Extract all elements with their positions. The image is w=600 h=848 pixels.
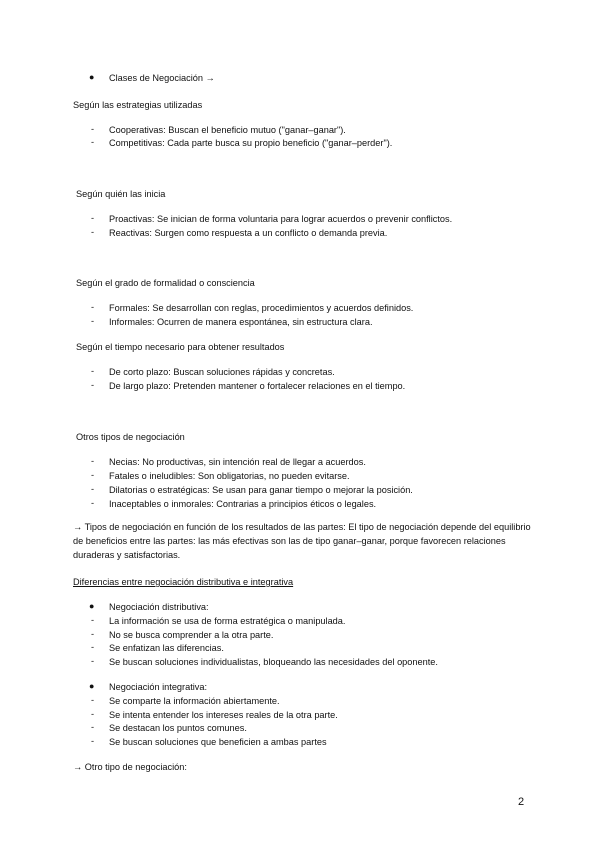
list-item: No se busca comprender a la otra parte.: [109, 630, 274, 640]
dash: -: [91, 124, 95, 134]
list-item: Proactivas: Se inician de forma voluntaria para lograr acuerdos o prevenir conflictos.: [109, 214, 453, 224]
list-item: La información se usa de forma estratégica o manipulada.: [109, 616, 346, 626]
bullet-dot: ●: [89, 681, 95, 691]
list-item: Cooperativas: Buscan el beneficio mutuo ("ganar–ganar").: [109, 125, 346, 135]
dash: -: [91, 316, 95, 326]
list-item: Fatales o ineludibles: Son obligatorias, no pueden evitarse.: [109, 471, 350, 481]
dash: -: [91, 302, 95, 312]
dash: -: [91, 736, 95, 746]
list-item: Competitivas: Cada parte busca su propio beneficio ("ganar–perder").: [109, 138, 393, 148]
dash: -: [91, 484, 95, 494]
dash: -: [91, 227, 95, 237]
integrative-title: Negociación integrativa:: [109, 682, 208, 692]
dash: -: [91, 656, 95, 666]
list-item: Se buscan soluciones que beneficien a ambas partes: [109, 737, 327, 747]
section-heading: Otros tipos de negociación: [76, 432, 185, 442]
list-item: Informales: Ocurren de manera espontánea, sin estructura clara.: [109, 317, 373, 327]
dash: -: [91, 709, 95, 719]
dash: -: [91, 470, 95, 480]
list-item: Inaceptables o inmorales: Contrarias a principios éticos o legales.: [109, 499, 377, 509]
section-heading: Según el tiempo necesario para obtener resultados: [76, 342, 285, 352]
dash: -: [91, 498, 95, 508]
results-paragraph: → Tipos de negociación en función de los resultados de las partes: El tipo de negociación depende del equilibrio de beneficios entre las partes: las más efectivas son las de tipo ganar–ganar, porque favorecen relaciones duraderas y satisfactorias.: [73, 522, 531, 560]
section-heading: Según el grado de formalidad o consciencia: [76, 278, 255, 288]
dash: -: [91, 695, 95, 705]
dash: -: [91, 642, 95, 652]
list-item: Se intenta entender los intereses reales de la otra parte.: [109, 710, 338, 720]
other-type-line: → Otro tipo de negociación:: [73, 762, 187, 772]
list-item: De corto plazo: Buscan soluciones rápidas y concretas.: [109, 367, 335, 377]
list-item: Formales: Se desarrollan con reglas, procedimientos y acuerdos definidos.: [109, 303, 414, 313]
dash: -: [91, 722, 95, 732]
bullet-dot: ●: [89, 72, 95, 82]
section-heading: Según las estrategias utilizadas: [73, 100, 203, 110]
list-item: Se destacan los puntos comunes.: [109, 723, 247, 733]
differences-heading: Diferencias entre negociación distributiva e integrativa: [73, 577, 294, 587]
page-number: 2: [518, 796, 525, 808]
list-item: Necias: No productivas, sin intención real de llegar a acuerdos.: [109, 457, 366, 467]
bullet-dot: ●: [89, 601, 95, 611]
list-item: Reactivas: Surgen como respuesta a un conflicto o demanda previa.: [109, 228, 388, 238]
dash: -: [91, 615, 95, 625]
list-item: Dilatorias o estratégicas: Se usan para ganar tiempo o mejorar la posición.: [109, 485, 413, 495]
list-item: Se buscan soluciones individualistas, bloqueando las necesidades del oponente.: [109, 657, 438, 667]
dash: -: [91, 366, 95, 376]
dash: -: [91, 629, 95, 639]
list-item: Se enfatizan las diferencias.: [109, 643, 224, 653]
dash: -: [91, 213, 95, 223]
dash: -: [91, 380, 95, 390]
distributive-title: Negociación distributiva:: [109, 602, 209, 612]
top-item: Clases de Negociación →: [109, 73, 215, 83]
dash: -: [91, 137, 95, 147]
list-item: De largo plazo: Pretenden mantener o fortalecer relaciones en el tiempo.: [109, 381, 406, 391]
list-item: Se comparte la información abiertamente.: [109, 696, 280, 706]
section-heading: Según quién las inicia: [76, 189, 166, 199]
dash: -: [91, 456, 95, 466]
